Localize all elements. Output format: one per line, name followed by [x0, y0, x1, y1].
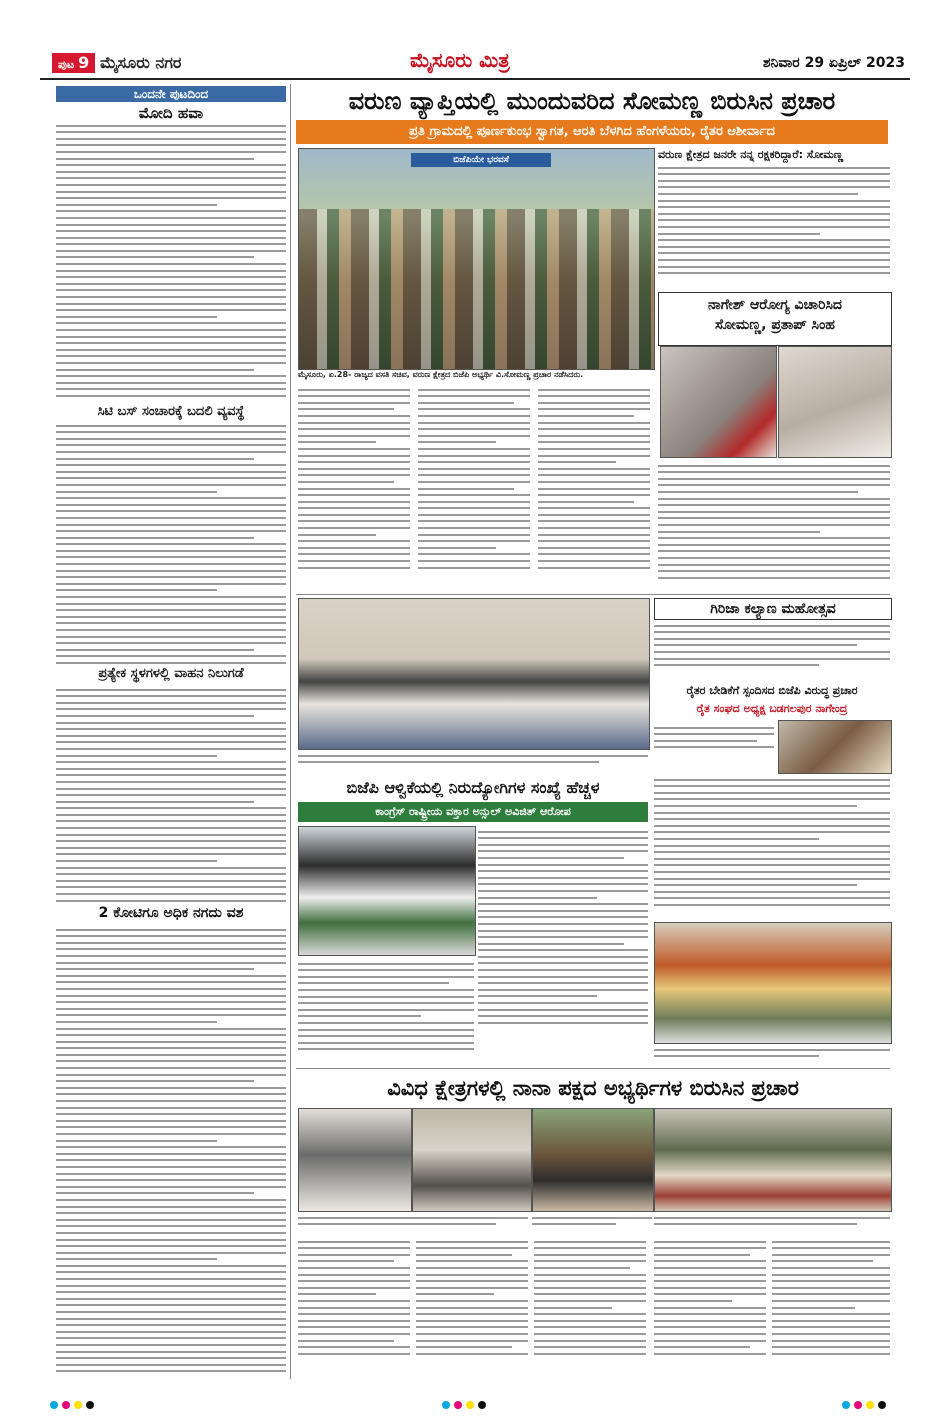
girija-heading-box	[654, 598, 892, 620]
felicitation-photo	[654, 922, 892, 1044]
visit-photo-right	[778, 346, 892, 458]
various-body-col2	[416, 1236, 528, 1376]
girija-article-body	[654, 620, 890, 680]
registration-dots-left	[48, 1394, 96, 1413]
header-rule	[40, 78, 910, 80]
visit-heading-line2: ಸೋಮಣ್ಣ, ಪ್ರತಾಪ್ ಸಿಂಹ	[714, 317, 836, 333]
unemployment-photo	[298, 826, 476, 956]
various-photo-3	[532, 1108, 654, 1212]
page-label: ಪುಟ	[58, 58, 75, 71]
crowd-shape	[299, 209, 654, 369]
quote-article-body	[658, 162, 890, 288]
various-body-col3	[534, 1236, 646, 1376]
lead-body-col3	[538, 384, 650, 590]
farmers-subhead: ರೈತ ಸಂಘದ ಅಧ್ಯಕ್ಷ ಬಡಗಲಪುರ ನಾಗೇಂದ್ರ	[696, 702, 848, 715]
visit-heading-box	[658, 292, 892, 346]
farmers-article-body	[654, 774, 890, 922]
quote-heading: ವರುಣ ಕ್ಷೇತ್ರದ ಜನರೇ ನನ್ನ ರಕ್ಷಕರಿದ್ದಾರೆ: ಸೋಮಣ್ಣ	[658, 148, 844, 161]
felicitation-caption	[654, 1044, 890, 1066]
left-column-rule	[290, 84, 291, 1379]
lead-bottom-rule	[296, 594, 890, 595]
citybus-article-body	[56, 420, 286, 665]
various-body-col1	[298, 1236, 410, 1376]
continued-banner: ಒಂದನೇ ಪುಟದಿಂದ	[56, 86, 286, 102]
lead-subhead: ಪ್ರತಿ ಗ್ರಾಮದಲ್ಲಿ ಪೂರ್ಣಕುಂಭ ಸ್ವಾಗತ, ಆರತಿ ಬೆಳಗಿದ ಹೆಂಗಳೆಯರು, ರೈತರ ಆಶೀರ್ವಾದ	[296, 120, 888, 144]
candidate-meeting-photo	[298, 598, 650, 750]
section-name: ಮೈಸೂರು ನಗರ	[100, 53, 182, 72]
dateline: ಶನಿವಾರ 29 ಏಪ್ರಿಲ್ 2023	[762, 55, 905, 71]
registration-dots-right	[840, 1394, 888, 1413]
lead-campaign-photo	[298, 148, 655, 370]
masthead: ಮೈಸೂರು ಮಿತ್ರ	[410, 48, 510, 72]
cash-heading: 2 ಕೋಟಿಗೂ ಅಧಿಕ ನಗದು ವಶ	[98, 905, 244, 921]
various-caption-2	[532, 1212, 652, 1232]
lead-body-col2	[418, 384, 530, 590]
various-photo-1	[298, 1108, 412, 1212]
photo-sign: ಬಿಜೆಪಿಯೇ ಭರವಸೆ	[411, 153, 551, 167]
visit-photo-left	[660, 346, 777, 458]
registration-dots-center	[440, 1394, 488, 1413]
page-number: 9	[78, 53, 90, 72]
visit-article-body	[658, 460, 890, 592]
various-top-rule	[296, 1068, 890, 1069]
cash-article-body	[56, 924, 286, 1376]
farmers-heading: ರೈತರ ಬೇಡಿಕೆಗೆ ಸ್ಪಂದಿಸದ ಬಿಜೆಪಿ ವಿರುದ್ಧ ಪ್ರಚಾರ	[686, 684, 858, 697]
modi-heading: ಮೋದಿ ಹವಾ	[138, 104, 204, 122]
unemployment-body-col2	[478, 826, 648, 1066]
candidate-meeting-caption	[298, 750, 648, 772]
girija-heading: ಗಿರಿಜಾ ಕಲ್ಯಾಣ ಮಹೋತ್ಸವ	[710, 601, 836, 617]
visit-heading-line1: ನಾಗೇಶ್ ಆರೋಗ್ಯ ವಿಚಾರಿಸಿದ	[708, 297, 842, 313]
lead-headline: ವರುಣ ವ್ಯಾಪ್ತಿಯಲ್ಲಿ ಮುಂದುವರಿದ ಸೋಮಣ್ಣ ಬಿರುಸಿನ ಪ್ರಚಾರ	[348, 87, 836, 115]
citybus-heading: ಸಿಟಿ ಬಸ್ ಸಂಚಾರಕ್ಕೆ ಬದಲಿ ವ್ಯವಸ್ಥೆ	[97, 404, 245, 419]
various-body-col4	[654, 1236, 766, 1376]
lead-photo-caption: ಮೈಸೂರು, ಏ.28- ರಾಜ್ಯದ ವಸತಿ ಸಚಿವ, ವರುಣ ಕ್ಷೇತ್ರದ ಬಿಜೆಪಿ ಅಭ್ಯರ್ಥಿ ವಿ.ಸೋಮಣ್ಣ ಪ್ರಚಾರ ನಡೆಸಿದರು.	[298, 370, 584, 379]
various-caption-3	[654, 1212, 890, 1232]
parking-heading: ಪ್ರತ್ಯೇಕ ಸ್ಥಳಗಳಲ್ಲಿ ವಾಹನ ನಿಲುಗಡೆ	[98, 666, 244, 681]
page-number-badge	[52, 53, 95, 73]
parking-article-body	[56, 684, 286, 902]
lead-body-col1	[298, 384, 410, 590]
farmers-photo	[778, 720, 892, 774]
unemployment-body-col1	[298, 958, 474, 1066]
various-caption-1	[298, 1212, 528, 1232]
various-photo-4	[654, 1108, 892, 1212]
modi-article-body	[56, 120, 286, 402]
various-photo-2	[412, 1108, 532, 1212]
farmers-article-intro	[654, 722, 774, 770]
various-body-col5	[772, 1236, 890, 1376]
unemployment-subhead: ಕಾಂಗ್ರೆಸ್ ರಾಷ್ಟ್ರೀಯ ವಕ್ತಾರ ಅನ್ಸುಲ್ ಅವಿಜಿತ್ ಆರೋಪ	[298, 802, 648, 822]
various-headline: ವಿವಿಧ ಕ್ಷೇತ್ರಗಳಲ್ಲಿ ನಾನಾ ಪಕ್ಷದ ಅಭ್ಯರ್ಥಿಗಳ ಬಿರುಸಿನ ಪ್ರಚಾರ	[387, 1076, 799, 1100]
unemployment-headline: ಬಿಜೆಪಿ ಆಳ್ವಿಕೆಯಲ್ಲಿ ನಿರುದ್ಯೋಗಿಗಳ ಸಂಖ್ಯೆ ಹೆಚ್ಚಳ	[346, 778, 600, 797]
